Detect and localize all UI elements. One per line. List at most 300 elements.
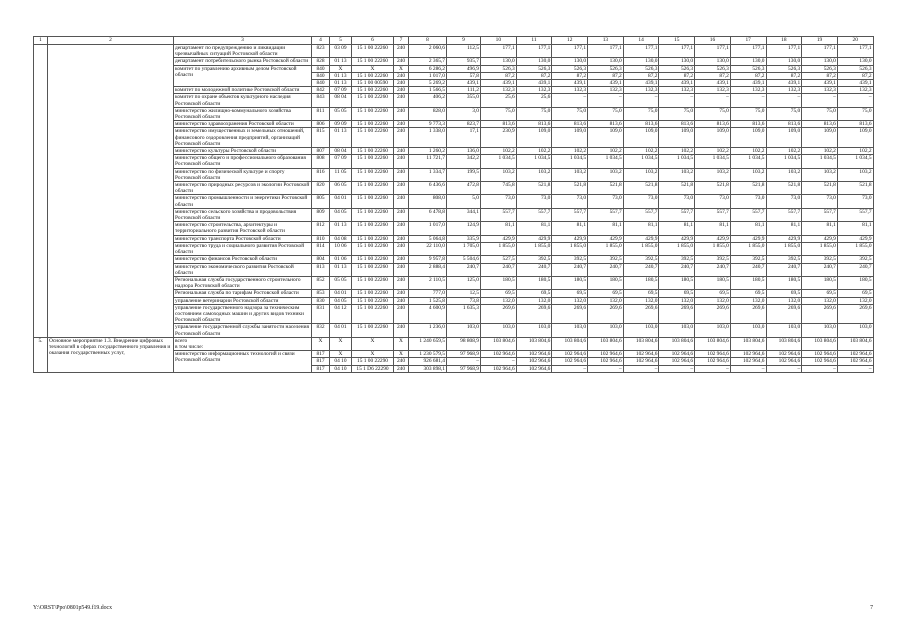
value-cell: 75,0 bbox=[837, 107, 873, 120]
code-grbs: 813 bbox=[312, 263, 330, 276]
value-cell: 813,6 bbox=[837, 121, 873, 128]
value-cell: 269,6 bbox=[516, 304, 552, 324]
code-rzpr: 04 05 bbox=[330, 208, 352, 221]
value-cell: 109,0 bbox=[837, 128, 873, 148]
value-cell: 75,0 bbox=[766, 107, 802, 120]
code-grbs: 814 bbox=[312, 242, 330, 255]
value-cell: 81,1 bbox=[481, 222, 517, 235]
value-cell: 103,0 bbox=[447, 324, 481, 337]
value-cell: – bbox=[552, 94, 588, 107]
value-cell: 2 365,7 bbox=[409, 58, 447, 65]
code-grbs: 853 bbox=[312, 290, 330, 297]
executor-name: управление государственного надзора за техническим состоянием самоходных машин и других видов техники Ростовской области bbox=[174, 304, 312, 324]
code-rzpr: X bbox=[330, 65, 352, 72]
value-cell: 180,5 bbox=[588, 276, 624, 289]
value-cell: 69,5 bbox=[659, 290, 695, 297]
value-cell: – bbox=[802, 365, 838, 372]
code-rzpr: 01 13 bbox=[330, 263, 352, 276]
value-cell: 5 269,2 bbox=[409, 80, 447, 87]
value-cell: 102 964,6 bbox=[623, 358, 659, 365]
code-rzpr: 04 10 bbox=[330, 358, 352, 365]
value-cell: 1 230 579,5 bbox=[409, 351, 447, 358]
value-cell: 1 855,0 bbox=[659, 242, 695, 255]
code-vr: 240 bbox=[394, 358, 409, 365]
code-grbs: X bbox=[312, 337, 330, 350]
value-cell: 81,1 bbox=[588, 222, 624, 235]
code-rzpr: 07 09 bbox=[330, 155, 352, 168]
code-csr: 15 1 00 22260 bbox=[352, 87, 394, 94]
value-cell: 813,6 bbox=[659, 121, 695, 128]
value-cell: 102,2 bbox=[552, 148, 588, 155]
value-cell: 521,8 bbox=[730, 182, 766, 195]
value-cell: 828,0 bbox=[409, 107, 447, 120]
value-cell: 81,1 bbox=[837, 222, 873, 235]
value-cell: 557,7 bbox=[730, 208, 766, 221]
value-cell: 111,2 bbox=[447, 87, 481, 94]
value-cell: 103 804,6 bbox=[659, 337, 695, 350]
value-cell: 813,6 bbox=[623, 121, 659, 128]
value-cell: 102,2 bbox=[516, 148, 552, 155]
value-cell: 1 034,5 bbox=[802, 155, 838, 168]
value-cell: 103 804,6 bbox=[802, 337, 838, 350]
value-cell: 342,2 bbox=[447, 155, 481, 168]
code-grbs: 805 bbox=[312, 195, 330, 208]
value-cell: 136,0 bbox=[447, 148, 481, 155]
value-cell: 103 804,6 bbox=[766, 337, 802, 350]
column-number-13: 13 bbox=[588, 37, 624, 45]
code-csr: X bbox=[352, 65, 394, 72]
code-csr: 15 1 00 22260 bbox=[352, 45, 394, 58]
value-cell: 102 964,6 bbox=[516, 358, 552, 365]
value-cell: 87,2 bbox=[659, 72, 695, 79]
value-cell: 177,1 bbox=[552, 45, 588, 58]
value-cell: 392,5 bbox=[837, 256, 873, 263]
value-cell: – bbox=[481, 358, 517, 365]
value-cell: 2 888,4 bbox=[409, 263, 447, 276]
value-cell: 132,3 bbox=[837, 87, 873, 94]
value-cell: 1 017,0 bbox=[409, 72, 447, 79]
value-cell: 81,1 bbox=[730, 222, 766, 235]
value-cell: 69,5 bbox=[588, 290, 624, 297]
value-cell: 526,3 bbox=[481, 65, 517, 72]
value-cell: 132,0 bbox=[623, 297, 659, 304]
value-cell: 103,2 bbox=[516, 168, 552, 181]
value-cell: 132,3 bbox=[623, 87, 659, 94]
value-cell: 102 964,6 bbox=[588, 351, 624, 358]
value-cell: 429,9 bbox=[837, 235, 873, 242]
value-cell: 521,8 bbox=[695, 182, 731, 195]
value-cell: 429,9 bbox=[766, 235, 802, 242]
executor-name: министерство жилищно-коммунального хозяйства Ростовской области bbox=[174, 107, 312, 120]
value-cell: 81,1 bbox=[766, 222, 802, 235]
value-cell: 526,3 bbox=[837, 65, 873, 72]
code-csr: 15 1 00 22260 bbox=[352, 107, 394, 120]
code-rzpr: 07 09 bbox=[330, 87, 352, 94]
value-cell: 102,2 bbox=[588, 148, 624, 155]
value-cell: 102 964,6 bbox=[481, 365, 517, 372]
value-cell: 102,2 bbox=[695, 148, 731, 155]
code-grbs: 843 bbox=[312, 94, 330, 107]
code-grbs: 809 bbox=[312, 208, 330, 221]
value-cell: 808,0 bbox=[409, 195, 447, 208]
value-cell: 557,7 bbox=[552, 208, 588, 221]
value-cell: 102 964,6 bbox=[659, 351, 695, 358]
value-cell: 103 804,6 bbox=[837, 337, 873, 350]
value-cell: 69,5 bbox=[623, 290, 659, 297]
value-cell: 73,0 bbox=[588, 195, 624, 208]
value-cell: 102 964,6 bbox=[802, 351, 838, 358]
value-cell: 355,0 bbox=[447, 94, 481, 107]
value-cell: 177,1 bbox=[730, 45, 766, 58]
value-cell: 392,5 bbox=[695, 256, 731, 263]
value-cell: 177,1 bbox=[481, 45, 517, 58]
header-row bbox=[34, 37, 874, 45]
value-cell: 87,2 bbox=[481, 72, 517, 79]
value-cell: 130,0 bbox=[766, 58, 802, 65]
value-cell: 69,5 bbox=[695, 290, 731, 297]
value-cell: 102 964,6 bbox=[588, 358, 624, 365]
value-cell: 557,7 bbox=[588, 208, 624, 221]
value-cell: 745,8 bbox=[481, 182, 517, 195]
executor-name: комитет по охране объектов культурного наследия Ростовской области bbox=[174, 94, 312, 107]
code-csr: 15 1 00 22260 bbox=[352, 242, 394, 255]
value-cell: 1 034,5 bbox=[516, 155, 552, 168]
value-cell: 392,5 bbox=[623, 256, 659, 263]
value-cell: 1 034,5 bbox=[481, 155, 517, 168]
code-vr: 240 bbox=[394, 222, 409, 235]
value-cell: 87,2 bbox=[730, 72, 766, 79]
value-cell: 180,5 bbox=[552, 276, 588, 289]
value-cell: 103 804,6 bbox=[588, 337, 624, 350]
code-grbs: 842 bbox=[312, 87, 330, 94]
value-cell: 180,5 bbox=[837, 276, 873, 289]
value-cell: 124,9 bbox=[447, 222, 481, 235]
value-cell: 102 964,6 bbox=[695, 351, 731, 358]
value-cell: 521,8 bbox=[552, 182, 588, 195]
value-cell: 269,6 bbox=[623, 304, 659, 324]
column-number-1: 1 bbox=[34, 37, 48, 45]
value-cell: 392,5 bbox=[802, 256, 838, 263]
code-csr: 15 1 00 22260 bbox=[352, 290, 394, 297]
code-csr: 15 1 00 22260 bbox=[352, 94, 394, 107]
code-csr: 15 1 00 22260 bbox=[352, 155, 394, 168]
column-number-15: 15 bbox=[659, 37, 695, 45]
value-cell: 557,7 bbox=[481, 208, 517, 221]
value-cell: 1 034,5 bbox=[837, 155, 873, 168]
code-csr: 15 1 00 22260 bbox=[352, 72, 394, 79]
code-grbs: 815 bbox=[312, 128, 330, 148]
value-cell: 1 855,0 bbox=[516, 242, 552, 255]
value-cell: 521,8 bbox=[802, 182, 838, 195]
value-cell: 521,8 bbox=[659, 182, 695, 195]
col2-cell bbox=[48, 45, 174, 338]
value-cell: 69,5 bbox=[552, 290, 588, 297]
value-cell: 132,0 bbox=[802, 297, 838, 304]
value-cell: 557,7 bbox=[766, 208, 802, 221]
value-cell: 130,0 bbox=[552, 58, 588, 65]
code-csr: 15 1 00 22260 bbox=[352, 208, 394, 221]
value-cell: 526,3 bbox=[766, 65, 802, 72]
value-cell: – bbox=[659, 94, 695, 107]
value-cell: 429,9 bbox=[552, 235, 588, 242]
value-cell: 73,0 bbox=[516, 195, 552, 208]
executor-name: управление государственной службы занятости населения Ростовской области bbox=[174, 324, 312, 337]
value-cell: 180,5 bbox=[481, 276, 517, 289]
value-cell: 103,0 bbox=[695, 324, 731, 337]
value-cell: 1 566,5 bbox=[409, 87, 447, 94]
value-cell: 429,9 bbox=[516, 235, 552, 242]
value-cell: 103,0 bbox=[837, 324, 873, 337]
budget-table bbox=[33, 36, 874, 373]
value-cell: 1 236,0 bbox=[409, 324, 447, 337]
value-cell: 1 855,0 bbox=[552, 242, 588, 255]
value-cell: 1 855,0 bbox=[588, 242, 624, 255]
value-cell: 177,1 bbox=[588, 45, 624, 58]
value-cell: 73,0 bbox=[766, 195, 802, 208]
value-cell: 557,7 bbox=[623, 208, 659, 221]
value-cell: 102 964,6 bbox=[552, 351, 588, 358]
value-cell: 177,1 bbox=[659, 45, 695, 58]
value-cell: 429,9 bbox=[481, 235, 517, 242]
value-cell: 81,1 bbox=[623, 222, 659, 235]
executor-name: министерство финансов Ростовской области bbox=[174, 256, 312, 263]
code-grbs: 830 bbox=[312, 297, 330, 304]
code-rzpr: 04 10 bbox=[330, 365, 352, 372]
value-cell: 240,7 bbox=[695, 263, 731, 276]
value-cell: 81,1 bbox=[802, 222, 838, 235]
value-cell: 103,2 bbox=[481, 168, 517, 181]
value-cell: 392,5 bbox=[588, 256, 624, 263]
code-rzpr: 03 09 bbox=[330, 45, 352, 58]
value-cell: 240,7 bbox=[802, 263, 838, 276]
code-vr: 240 bbox=[394, 87, 409, 94]
value-cell: 180,5 bbox=[802, 276, 838, 289]
value-cell: 103,0 bbox=[766, 324, 802, 337]
executor-name: Региональная служба государственного строительного надзора Ростовской области bbox=[174, 276, 312, 289]
code-csr: 15 1 00 00590 bbox=[352, 80, 394, 87]
value-cell: 125,0 bbox=[447, 276, 481, 289]
value-cell: 103 804,6 bbox=[730, 337, 766, 350]
code-vr: X bbox=[394, 337, 409, 350]
value-cell: 429,9 bbox=[659, 235, 695, 242]
value-cell: 392,5 bbox=[730, 256, 766, 263]
value-cell: 103 804,6 bbox=[623, 337, 659, 350]
executor-name: министерство труда и социального развития Ростовской области bbox=[174, 242, 312, 255]
value-cell: 130,0 bbox=[588, 58, 624, 65]
value-cell: 102 964,6 bbox=[766, 358, 802, 365]
column-number-18: 18 bbox=[766, 37, 802, 45]
value-cell: 439,1 bbox=[730, 80, 766, 87]
value-cell: – bbox=[837, 365, 873, 372]
value-cell: 1 855,0 bbox=[623, 242, 659, 255]
code-csr: X bbox=[352, 351, 394, 358]
value-cell: – bbox=[447, 358, 481, 365]
value-cell: 102 964,6 bbox=[766, 351, 802, 358]
code-rzpr: 04 12 bbox=[330, 304, 352, 324]
code-vr: 240 bbox=[394, 72, 409, 79]
value-cell: – bbox=[623, 94, 659, 107]
value-cell: 132,3 bbox=[516, 87, 552, 94]
value-cell: 269,6 bbox=[588, 304, 624, 324]
column-number-11: 11 bbox=[516, 37, 552, 45]
value-cell: 1 034,5 bbox=[695, 155, 731, 168]
code-grbs: 806 bbox=[312, 121, 330, 128]
value-cell: 75,0 bbox=[802, 107, 838, 120]
code-vr: 240 bbox=[394, 58, 409, 65]
value-cell: 3,0 bbox=[447, 107, 481, 120]
code-csr: 15 1 00 22260 bbox=[352, 121, 394, 128]
value-cell: 103,2 bbox=[659, 168, 695, 181]
executor-name: департамент потребительского рынка Ростовской области bbox=[174, 58, 312, 65]
event-total-row bbox=[34, 337, 874, 350]
value-cell: 102 964,6 bbox=[837, 358, 873, 365]
column-number-10: 10 bbox=[481, 37, 517, 45]
value-cell: 5 504,6 bbox=[447, 256, 481, 263]
value-cell: 526,3 bbox=[695, 65, 731, 72]
value-cell: 75,0 bbox=[516, 107, 552, 120]
code-csr: 15 1 00 22260 bbox=[352, 222, 394, 235]
executor-name: министерство транспорта Ростовской области bbox=[174, 235, 312, 242]
value-cell: 439,1 bbox=[481, 80, 517, 87]
value-cell: 81,1 bbox=[552, 222, 588, 235]
value-cell: 526,3 bbox=[552, 65, 588, 72]
value-cell: 73,8 bbox=[447, 297, 481, 304]
value-cell: 132,3 bbox=[552, 87, 588, 94]
code-grbs: 812 bbox=[312, 222, 330, 235]
value-cell: 392,5 bbox=[516, 256, 552, 263]
column-number-2: 2 bbox=[48, 37, 174, 45]
value-cell: – bbox=[766, 365, 802, 372]
code-csr: 15 1 00 22260 bbox=[352, 195, 394, 208]
value-cell: 230,9 bbox=[481, 128, 517, 148]
code-csr: 15 1 00 22260 bbox=[352, 182, 394, 195]
value-cell: 269,6 bbox=[766, 304, 802, 324]
value-cell: 496,9 bbox=[447, 65, 481, 72]
value-cell: 813,6 bbox=[516, 121, 552, 128]
event-ministry: министерство информационных технологий и связи Ростовской области bbox=[174, 351, 312, 373]
value-cell: 132,0 bbox=[837, 297, 873, 304]
code-rzpr: 01 13 bbox=[330, 128, 352, 148]
value-cell: 109,0 bbox=[588, 128, 624, 148]
value-cell: 439,1 bbox=[695, 80, 731, 87]
code-vr: 240 bbox=[394, 94, 409, 107]
value-cell: 180,5 bbox=[730, 276, 766, 289]
value-cell: 87,2 bbox=[552, 72, 588, 79]
value-cell: 87,2 bbox=[837, 72, 873, 79]
value-cell: 25,6 bbox=[516, 94, 552, 107]
value-cell: 521,8 bbox=[766, 182, 802, 195]
column-number-14: 14 bbox=[623, 37, 659, 45]
value-cell: 269,6 bbox=[802, 304, 838, 324]
value-cell: 132,3 bbox=[695, 87, 731, 94]
value-cell: 9 957,8 bbox=[409, 256, 447, 263]
value-cell: 132,0 bbox=[695, 297, 731, 304]
value-cell: 439,1 bbox=[802, 80, 838, 87]
value-cell: 87,2 bbox=[588, 72, 624, 79]
code-vr: 240 bbox=[394, 304, 409, 324]
value-cell: 102 964,6 bbox=[481, 351, 517, 358]
value-cell: 526,3 bbox=[802, 65, 838, 72]
value-cell: 112,5 bbox=[447, 45, 481, 58]
value-cell: 439,1 bbox=[766, 80, 802, 87]
value-cell: 130,0 bbox=[730, 58, 766, 65]
code-grbs: 817 bbox=[312, 358, 330, 365]
value-cell: 75,0 bbox=[659, 107, 695, 120]
code-vr: 240 bbox=[394, 168, 409, 181]
file-path: Y:\ORST\Ppo\0801p549.f19.docx bbox=[33, 605, 113, 611]
value-cell: 103,2 bbox=[730, 168, 766, 181]
value-cell: 132,0 bbox=[552, 297, 588, 304]
value-cell: 1 338,0 bbox=[409, 128, 447, 148]
value-cell: 439,1 bbox=[623, 80, 659, 87]
value-cell: – bbox=[802, 94, 838, 107]
code-vr: 240 bbox=[394, 256, 409, 263]
code-csr: 15 1 00 22260 bbox=[352, 297, 394, 304]
value-cell: 180,5 bbox=[766, 276, 802, 289]
value-cell: 87,2 bbox=[623, 72, 659, 79]
code-grbs: 831 bbox=[312, 304, 330, 324]
code-vr: 240 bbox=[394, 45, 409, 58]
value-cell: 132,3 bbox=[802, 87, 838, 94]
value-cell: 132,0 bbox=[481, 297, 517, 304]
value-cell: 521,8 bbox=[623, 182, 659, 195]
code-vr: 240 bbox=[394, 263, 409, 276]
code-vr: 240 bbox=[394, 235, 409, 242]
value-cell: 180,5 bbox=[659, 276, 695, 289]
column-number-12: 12 bbox=[552, 37, 588, 45]
code-grbs: 810 bbox=[312, 235, 330, 242]
code-rzpr: 08 04 bbox=[330, 94, 352, 107]
code-rzpr: 04 05 bbox=[330, 297, 352, 304]
value-cell: 130,0 bbox=[837, 58, 873, 65]
code-rzpr: 01 13 bbox=[330, 222, 352, 235]
value-cell: 102,2 bbox=[623, 148, 659, 155]
value-cell: 73,0 bbox=[552, 195, 588, 208]
value-cell: 269,6 bbox=[552, 304, 588, 324]
value-cell: 103,2 bbox=[588, 168, 624, 181]
code-vr: 240 bbox=[394, 276, 409, 289]
value-cell: 1 334,7 bbox=[409, 168, 447, 181]
code-grbs: 808 bbox=[312, 155, 330, 168]
value-cell: 429,9 bbox=[695, 235, 731, 242]
code-rzpr: 10 06 bbox=[330, 242, 352, 255]
value-cell: 75,0 bbox=[623, 107, 659, 120]
value-cell: 102 964,6 bbox=[659, 358, 695, 365]
value-cell: 180,5 bbox=[695, 276, 731, 289]
value-cell: 132,3 bbox=[730, 87, 766, 94]
value-cell: 269,6 bbox=[481, 304, 517, 324]
value-cell: 199,5 bbox=[447, 168, 481, 181]
value-cell: 240,7 bbox=[552, 263, 588, 276]
value-cell: 1 855,0 bbox=[481, 242, 517, 255]
value-cell: 25,6 bbox=[481, 94, 517, 107]
code-csr: 15 1 00 22260 bbox=[352, 276, 394, 289]
value-cell: 439,1 bbox=[588, 80, 624, 87]
value-cell: 109,0 bbox=[659, 128, 695, 148]
value-cell: 102 964,6 bbox=[552, 358, 588, 365]
value-cell: 73,0 bbox=[695, 195, 731, 208]
value-cell: 98 808,9 bbox=[447, 337, 481, 350]
value-cell: 557,7 bbox=[659, 208, 695, 221]
value-cell: 813,6 bbox=[552, 121, 588, 128]
value-cell: 69,5 bbox=[766, 290, 802, 297]
value-cell: 392,5 bbox=[766, 256, 802, 263]
value-cell: 1 034,5 bbox=[766, 155, 802, 168]
value-cell: – bbox=[730, 365, 766, 372]
code-csr: 15 1 00 22260 bbox=[352, 148, 394, 155]
value-cell: 521,8 bbox=[588, 182, 624, 195]
executor-name: комитет по молодежной политике Ростовской области bbox=[174, 87, 312, 94]
